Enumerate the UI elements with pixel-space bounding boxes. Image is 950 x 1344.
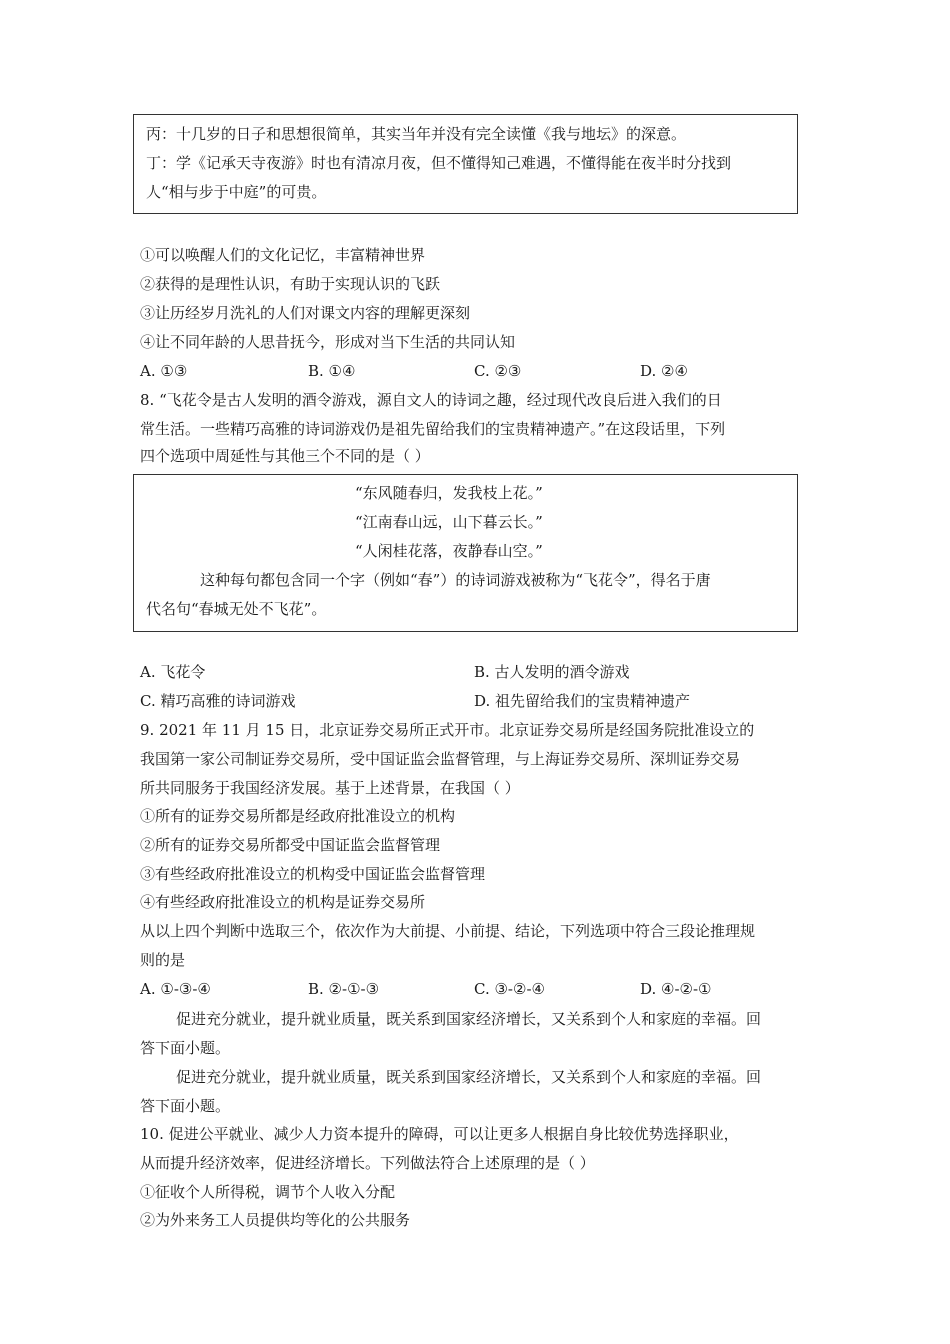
q7-item-3: ③让历经岁月洗礼的人们对课文内容的理解更深刻 [140, 304, 471, 322]
q10-item-2: ②为外来务工人员提供均等化的公共服务 [140, 1211, 411, 1229]
q9-option-c: C. ③-②-④ [474, 980, 545, 998]
poem-line-3: “人闲桂花落，夜静春山空。” [355, 542, 543, 560]
q7-item-1: ①可以唤醒人们的文化记忆，丰富精神世界 [140, 246, 426, 264]
q9-item-4: ④有些经政府批准设立的机构是证券交易所 [140, 893, 426, 911]
q8-option-c: C. 精巧高雅的诗词游戏 [140, 692, 296, 710]
q9-option-b: B. ②-①-③ [308, 980, 380, 998]
q9-item-3: ③有些经政府批准设立的机构受中国证监会监督管理 [140, 865, 486, 883]
q10-stem-line-2: 从而提升经济效率，促进经济增长。下列做法符合上述原理的是（ ） [140, 1154, 595, 1172]
q9-stem-line-2: 我国第一家公司制证券交易所，受中国证监会监督管理，与上海证券交易所、深圳证券交易 [140, 750, 741, 768]
box-line-ding: 丁：学《记承天寺夜游》时也有清凉月夜，但不懂得知己难遇，不懂得能在夜半时分找到 [146, 154, 732, 172]
q8-option-d: D. 祖先留给我们的宝贵精神遗产 [474, 692, 691, 710]
passage-1-line-2: 答下面小题。 [140, 1039, 231, 1057]
q9-option-d: D. ④-②-① [640, 980, 712, 998]
q9-item-1: ①所有的证券交易所都是经政府批准设立的机构 [140, 807, 456, 825]
poem-line-1: “东风随春归，发我枝上花。” [355, 484, 543, 502]
box-line-ding-cont: 人“相与步于中庭”的可贵。 [146, 183, 327, 201]
feihualing-explain-1: 这种每句都包含同一个字（例如“春”）的诗词游戏被称为“飞花令”，得名于唐 [200, 571, 711, 589]
feihualing-explain-2: 代名句“春城无处不飞花”。 [146, 600, 327, 618]
q7-option-b: B. ①④ [308, 362, 356, 380]
poem-line-2: “江南春山远，山下暮云长。” [355, 513, 543, 531]
q10-item-1: ①征收个人所得税，调节个人收入分配 [140, 1183, 396, 1201]
q7-item-2: ②获得的是理性认识，有助于实现认识的飞跃 [140, 275, 441, 293]
passage-1-line-1: 促进充分就业，提升就业质量，既关系到国家经济增长，又关系到个人和家庭的幸福。回 [176, 1010, 762, 1028]
q8-option-b: B. 古人发明的酒令游戏 [474, 663, 630, 681]
q9-item-2: ②所有的证券交易所都受中国证监会监督管理 [140, 836, 441, 854]
passage-2-line-2: 答下面小题。 [140, 1097, 231, 1115]
q9-stem-line-3: 所共同服务于我国经济发展。基于上述背景，在我国（ ） [140, 779, 520, 797]
q8-stem-line-1: 8. “飞花令是古人发明的酒令游戏，源自文人的诗词之趣，经过现代改良后进入我们的日 [140, 391, 722, 409]
q9-tail-line-2: 则的是 [140, 951, 186, 969]
q7-option-a: A. ①③ [140, 362, 188, 380]
q8-stem-line-2: 常生活。一些精巧高雅的诗词游戏仍是祖先留给我们的宝贵精神遗产。”在这段话里，下列 [140, 420, 726, 438]
passage-2-line-1: 促进充分就业，提升就业质量，既关系到国家经济增长，又关系到个人和家庭的幸福。回 [176, 1068, 762, 1086]
q8-option-a: A. 飞花令 [140, 663, 206, 681]
q9-tail-line-1: 从以上四个判断中选取三个，依次作为大前提、小前提、结论，下列选项中符合三段论推理规 [140, 922, 756, 940]
box-line-bing: 丙：十几岁的日子和思想很简单，其实当年并没有完全读懂《我与地坛》的深意。 [146, 125, 687, 143]
q9-stem-line-1: 9. 2021 年 11 月 15 日，北京证券交易所正式开市。北京证券交易所是经国务院批准设立的 [140, 721, 755, 739]
q10-stem-line-1: 10. 促进公平就业、减少人力资本提升的障碍，可以让更多人根据自身比较优势选择职业， [140, 1125, 739, 1143]
q9-option-a: A. ①-③-④ [140, 980, 211, 998]
q7-option-c: C. ②③ [474, 362, 522, 380]
q8-stem-line-3: 四个选项中周延性与其他三个不同的是（ ） [140, 447, 430, 465]
q7-option-d: D. ②④ [640, 362, 688, 380]
q7-item-4: ④让不同年龄的人思昔抚今，形成对当下生活的共同认知 [140, 333, 516, 351]
